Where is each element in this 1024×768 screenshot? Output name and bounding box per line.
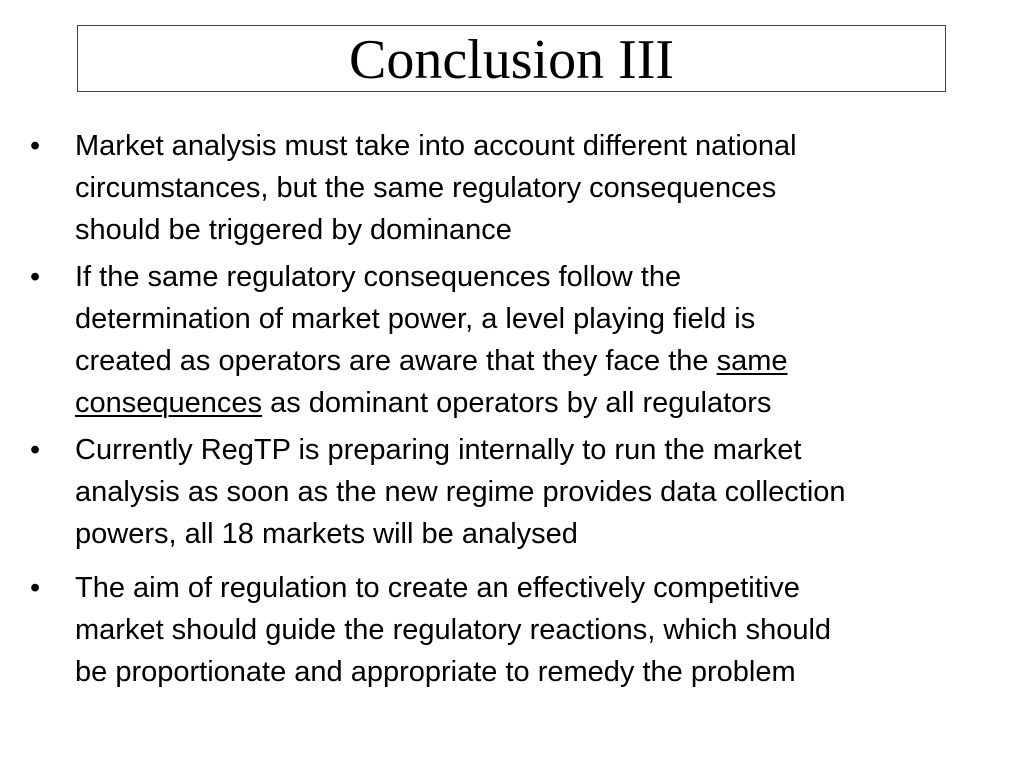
bullet-1-line-3: should be triggered by dominance <box>75 214 512 246</box>
bullet-item-1 <box>30 125 990 251</box>
bullet-2-line-4-tail: as dominant operators by all regulators <box>262 387 772 419</box>
bullet-text-1 <box>75 125 990 251</box>
bullet-2-line-3-text: created as operators are aware that they face the <box>75 345 717 377</box>
bullet-3-line-3: powers, all 18 markets will be analysed <box>75 518 578 550</box>
slide-title: Conclusion III <box>348 28 675 91</box>
bullet-text-2 <box>75 256 990 424</box>
bullet-3-line-2: analysis as soon as the new regime provides data collection <box>75 476 846 508</box>
bullet-4-line-1: The aim of regulation to create an effectively competitive <box>75 572 800 604</box>
underlined-consequences: consequences <box>75 387 263 419</box>
bullet-2-line-1: If the same regulatory consequences follow the <box>75 261 682 293</box>
bullet-text-4 <box>75 567 990 693</box>
bullet-3-line-1: Currently RegTP is preparing internally to run the market <box>75 434 802 466</box>
bullet-2-line-3 <box>75 340 990 382</box>
bullet-item-2 <box>30 256 990 424</box>
bullet-4-line-2: market should guide the regulatory reactions, which should <box>75 614 832 646</box>
bullet-1-line-1: Market analysis must take into account different national <box>75 130 797 162</box>
bullet-2-line-2: determination of market power, a level playing field is <box>75 303 756 335</box>
bullet-1-line-2: circumstances, but the same regulatory consequences <box>75 172 777 204</box>
bullet-item-3 <box>30 429 990 555</box>
bullet-icon: • <box>30 130 41 162</box>
underlined-same: same <box>716 345 788 377</box>
bullet-text-3 <box>75 429 990 555</box>
bullet-item-4 <box>30 567 990 693</box>
bullet-2-line-4 <box>75 382 990 424</box>
bullet-4-line-3: be proportionate and appropriate to remedy the problem <box>75 656 796 688</box>
bullet-icon: • <box>30 261 41 293</box>
bullet-icon: • <box>30 434 41 466</box>
bullet-icon: • <box>30 572 41 604</box>
